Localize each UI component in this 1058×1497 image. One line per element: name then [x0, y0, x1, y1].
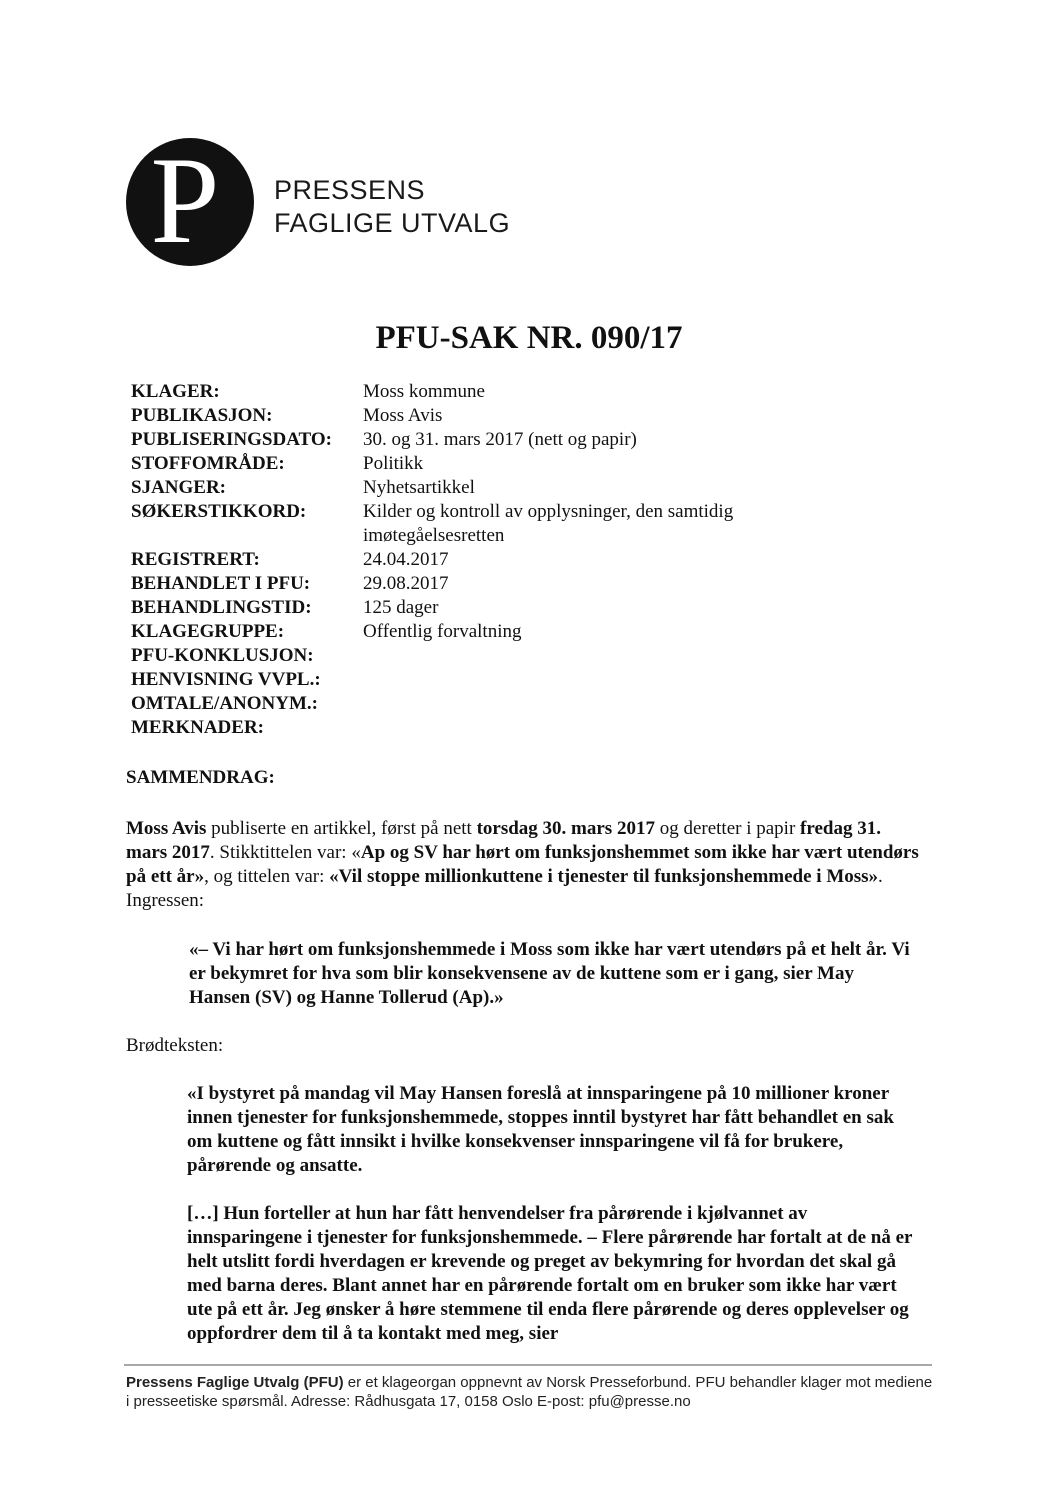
meta-label: SØKERSTIKKORD: — [131, 501, 307, 522]
footer-text: er et klageorgan oppnevnt av Norsk Presseforbund. PFU behandler klager mot mediene i presseetiske spørsmål. Adresse: Rådhusgata 17, 0158 Oslo E-post: pfu@presse.no — [126, 1374, 933, 1410]
meta-row-stoffomrade — [131, 452, 803, 476]
meta-row-sokerstikkord — [131, 500, 803, 548]
summary-text: . Stikktittelen var: « — [209, 842, 361, 863]
summary-text: , og tittelen var: — [204, 866, 330, 887]
case-metadata — [131, 380, 803, 740]
summary-text-bold: «Vil stoppe millionkuttene i tjenester til funksjonshemmede i Moss» — [329, 866, 879, 887]
meta-value: 29.08.2017 — [363, 573, 449, 594]
meta-row-klager — [131, 380, 803, 404]
body-text-label: Brødteksten: — [126, 1035, 224, 1056]
meta-value: Politikk — [363, 453, 424, 474]
meta-label: PFU-KONKLUSJON: — [131, 645, 314, 666]
meta-row-henvisning — [131, 668, 803, 692]
case-title: PFU-SAK NR. 090/17 — [375, 320, 683, 356]
summary-text-bold: fredag 31. mars 2017 — [126, 818, 881, 863]
meta-label: BEHANDLET I PFU: — [131, 573, 311, 594]
meta-row-konklusjon — [131, 644, 803, 668]
org-name — [274, 174, 510, 240]
page-footer — [126, 1373, 936, 1411]
meta-value: 125 dager — [363, 597, 439, 618]
pfu-logo — [126, 138, 254, 266]
meta-value — [363, 692, 803, 716]
summary-text-bold: torsdag 30. mars 2017 — [476, 818, 655, 839]
meta-label: STOFFOMRÅDE: — [131, 453, 285, 474]
meta-value: 24.04.2017 — [363, 549, 449, 570]
meta-label: PUBLIKASJON: — [131, 405, 273, 426]
meta-row-behandlingstid — [131, 596, 803, 620]
meta-label: SJANGER: — [131, 477, 227, 498]
meta-row-omtale — [131, 692, 803, 716]
ingress-quote: «– Vi har hørt om funksjonshemmede i Moss som ikke har vært utendørs på et helt år. Vi er bekymret for hva som blir konsekvensene av de kuttene som er i gang, sier May Hansen (SV) og Hanne Tollerud (Ap).» — [189, 939, 910, 1008]
meta-label: MERKNADER: — [131, 717, 264, 738]
meta-value — [363, 716, 803, 740]
meta-row-merknader — [131, 716, 803, 740]
body-quote-1: «I bystyret på mandag vil May Hansen foreslå at innsparingene på 10 millioner kroner innen tjenester for funksjonshemmede, stoppes inntil bystyret har fått behandlet en sak om kuttene og fått innsikt i hvilke konsekvenser innsparingene vil få for brukere, pårørende og ansatte. — [187, 1083, 894, 1176]
meta-value: Kilder og kontroll av opplysninger, den samtidig imøtegåelsesretten — [363, 501, 734, 546]
footer-org-name: Pressens Faglige Utvalg (PFU) — [126, 1374, 344, 1391]
meta-label: OMTALE/ANONYM.: — [131, 693, 318, 714]
meta-label: PUBLISERINGSDATO: — [131, 429, 332, 450]
meta-label: HENVISNING VVPL.: — [131, 669, 321, 690]
meta-value: Moss Avis — [363, 405, 443, 426]
meta-value: Nyhetsartikkel — [363, 477, 475, 498]
body-quote-2: […] Hun forteller at hun har fått henvendelser fra pårørende i kjølvannet av innsparingene i tjenester for funksjonshemmede. – Flere pårørende har fortalt at de nå er helt utslitt fordi hverdagen er krevende og preget av bekymring for hvordan det skal gå med barna deres. Blant annet har en pårørende fortalt om en bruker som ikke har vært ute på ett år. Jeg ønsker å høre stemmene til enda flere pårørende og deres opplevelser og oppfordrer dem til å ta kontakt med meg, sier — [187, 1203, 913, 1344]
meta-label: BEHANDLINGSTID: — [131, 597, 312, 618]
org-name-line-1: PRESSENS — [274, 175, 426, 205]
meta-row-sjanger — [131, 476, 803, 500]
summary-text: og deretter i papir — [654, 818, 801, 839]
meta-label: REGISTRERT: — [131, 549, 260, 570]
summary-text: publiserte en artikkel, først på nett — [206, 818, 477, 839]
logo-letter: P — [150, 138, 220, 266]
meta-value: Moss kommune — [363, 381, 485, 402]
summary-paragraph — [126, 817, 926, 913]
meta-row-publiseringsdato — [131, 428, 803, 452]
org-name-line-2: FAGLIGE UTVALG — [274, 208, 511, 238]
meta-label: KLAGEGRUPPE: — [131, 621, 285, 642]
footer-divider — [124, 1364, 932, 1366]
summary-text-bold: Ap og SV har hørt om funksjonshemmet som ikke har vært utendørs på ett år» — [126, 842, 919, 887]
summary-text: . Ingressen: — [126, 866, 883, 911]
meta-row-registrert — [131, 548, 803, 572]
meta-label: KLAGER: — [131, 381, 220, 402]
meta-value: Offentlig forvaltning — [363, 621, 522, 642]
meta-row-behandlet — [131, 572, 803, 596]
meta-row-publikasjon — [131, 404, 803, 428]
summary-heading: SAMMENDRAG: — [126, 767, 275, 788]
meta-value — [363, 668, 803, 692]
meta-row-klagegruppe — [131, 620, 803, 644]
meta-value — [363, 644, 803, 668]
summary-text-bold: Moss Avis — [126, 818, 207, 839]
meta-value: 30. og 31. mars 2017 (nett og papir) — [363, 429, 637, 450]
